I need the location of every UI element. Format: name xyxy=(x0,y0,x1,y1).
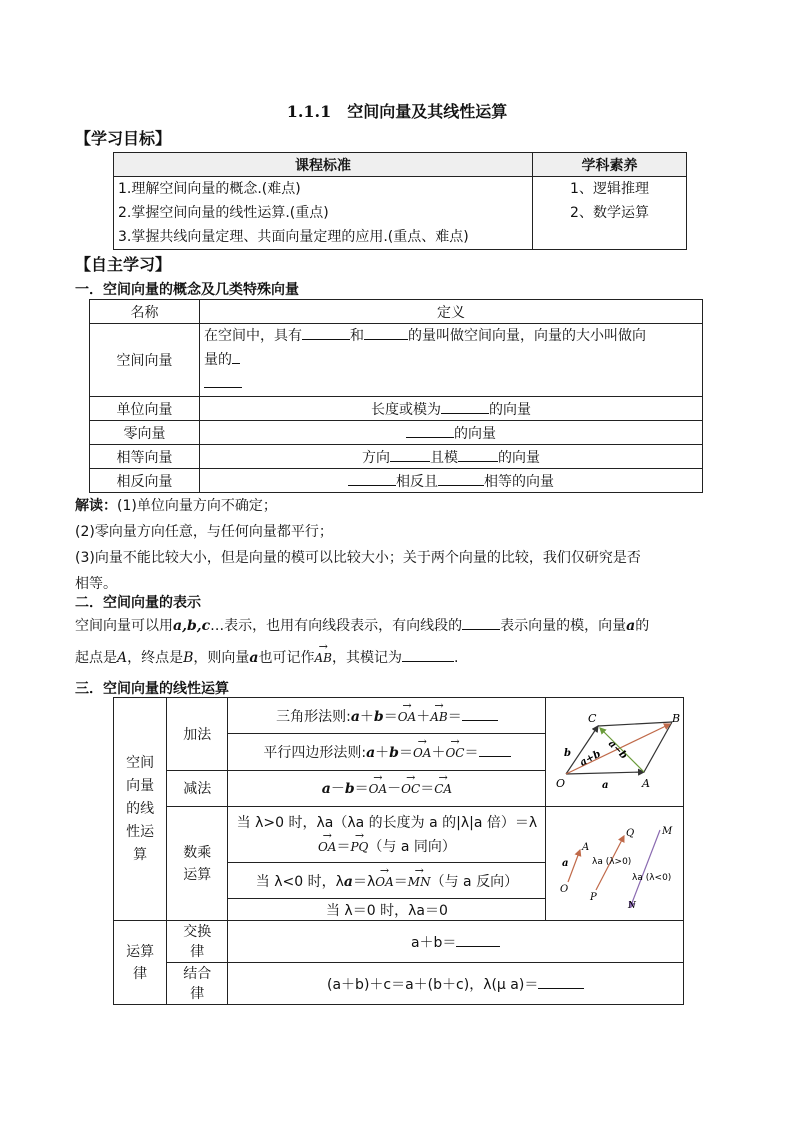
svg-text:A: A xyxy=(582,841,590,853)
literacy-item: 1、逻辑推理 xyxy=(570,181,649,197)
svg-text:b: b xyxy=(564,748,572,759)
heading-concepts: 一．空间向量的概念及几类特殊向量 xyxy=(75,282,299,298)
svg-text:A: A xyxy=(642,777,651,790)
goals-header-standard: 课程标准 xyxy=(114,153,533,177)
svg-text:P: P xyxy=(590,891,598,903)
svg-text:O: O xyxy=(560,883,569,895)
notes-block: 解读：(1)单位向量方向不确定； (2)零向量方向任意，与任何向量都平行； (3)向量不能比较大小，但是向量的模可以比较大小；关于两个向量的比较，我们仅研究是否 相等。 xyxy=(75,493,725,597)
parallelogram-diagram xyxy=(546,698,682,806)
concept-table xyxy=(89,299,703,493)
linear-ops-table xyxy=(113,697,684,1005)
concept-definition: 相反且 相等的向量 xyxy=(200,469,703,493)
concept-definition: 方向 且模 的向量 xyxy=(200,445,703,469)
svg-text:a+b: a+b xyxy=(578,748,604,769)
ops-triangle-rule: 三角形法则:a＋b＝→ OA＋→ AB＝ xyxy=(228,698,546,734)
literacy-items xyxy=(533,177,687,250)
svg-text:M: M xyxy=(662,825,673,837)
ops-subtraction: a－b＝→ OA－→ OC＝→ CA xyxy=(228,770,546,806)
svg-text:a: a xyxy=(602,780,609,791)
figure-scalar-multiplication xyxy=(546,807,684,921)
heading-linear-ops: 三．空间向量的线性运算 xyxy=(75,681,229,697)
svg-text:B: B xyxy=(672,712,681,725)
note-item: 相等。 xyxy=(75,576,117,592)
ops-commutative-label: 交换律 xyxy=(167,921,228,963)
scalar-diagram xyxy=(546,820,682,908)
concept-header-definition: 定义 xyxy=(200,300,703,324)
vector-a xyxy=(566,772,644,774)
notes-label: 解读： xyxy=(75,498,117,514)
svg-text:O: O xyxy=(556,777,566,790)
concept-name: 空间向量 xyxy=(90,324,200,397)
ops-mul-negative: 当 λ<0 时，λa＝λ→ OA＝→ MN（与 a 反向） xyxy=(228,863,546,899)
goals-header-literacy: 学科素养 xyxy=(533,153,687,177)
goal-item: 2.掌握空间向量的线性运算.(重点) xyxy=(118,205,329,221)
ops-associative-law: (a＋b)＋c＝a＋(b＋c)，λ(μ a)＝ xyxy=(228,963,684,1005)
concept-definition: 的向量 xyxy=(200,421,703,445)
concept-name: 相反向量 xyxy=(90,469,200,493)
literacy-item: 2、数学运算 xyxy=(570,205,649,221)
ops-laws-label: 运算律 xyxy=(114,921,167,1005)
concept-name: 零向量 xyxy=(90,421,200,445)
section-learning-goals: 【学习目标】 xyxy=(75,129,172,148)
ops-associative-label: 结合律 xyxy=(167,963,228,1005)
concept-definition: 长度或模为 的向量 xyxy=(200,397,703,421)
ops-parallelogram-rule: 平行四边形法则:a＋b＝→ OA＋→ OC＝ xyxy=(228,734,546,770)
ops-add-label: 加法 xyxy=(167,698,228,771)
concept-name: 相等向量 xyxy=(90,445,200,469)
concept-definition: 在空间中，具有 和 的量叫做空间向量，向量的大小叫做向 量的 xyxy=(200,324,703,397)
goal-item: 3.掌握共线向量定理、共面向量定理的应用.(重点、难点) xyxy=(118,229,469,245)
heading-representation: 二．空间向量的表示 xyxy=(75,595,201,611)
goals-items xyxy=(114,177,533,250)
svg-text:λa (λ<0): λa (λ<0) xyxy=(632,872,672,883)
page-title: 1.1.1 空间向量及其线性运算 xyxy=(286,102,508,121)
figure-parallelogram xyxy=(546,698,684,807)
svg-text:λa (λ>0): λa (λ>0) xyxy=(592,856,632,867)
vector-AB: → AB xyxy=(315,642,332,674)
vector-OA xyxy=(568,850,580,882)
svg-text:a: a xyxy=(562,857,569,869)
svg-text:C: C xyxy=(588,712,597,725)
ops-group-label: 空间向量的线性运算 xyxy=(114,698,167,921)
representation-block: 空间向量可以用a,b,c…表示，也用有向线段表示，有向线段的 表示向量的模，向量a的 起点是A，终点是B，则向量a也可记作→ AB，其模记为 . xyxy=(75,610,725,674)
concept-name: 单位向量 xyxy=(90,397,200,421)
goal-item: 1.理解空间向量的概念.(难点) xyxy=(118,181,301,197)
note-item: (2)零向量方向任意，与任何向量都平行； xyxy=(75,524,333,540)
goals-table xyxy=(113,152,687,250)
concept-header-name: 名称 xyxy=(90,300,200,324)
ops-mul-label: 数乘运算 xyxy=(167,807,228,921)
vector-MN xyxy=(630,830,660,908)
svg-text:Q: Q xyxy=(626,827,635,839)
section-self-study: 【自主学习】 xyxy=(75,255,172,274)
edge-CB xyxy=(598,722,672,726)
ops-mul-zero: 当 λ＝0 时，λa＝0 xyxy=(228,899,546,921)
note-item: (3)向量不能比较大小，但是向量的模可以比较大小；关于两个向量的比较，我们仅研究是否 xyxy=(75,550,641,566)
ops-sub-label: 减法 xyxy=(167,770,228,806)
svg-text:a−b: a−b xyxy=(606,738,630,762)
svg-text:N: N xyxy=(628,900,637,908)
ops-mul-positive: 当 λ>0 时，λa（λa 的长度为 a 的|λ|a 倍）＝λ → OA＝→ PQ（与 a 同向） xyxy=(228,807,546,863)
ops-commutative-law: a＋b＝ xyxy=(228,921,684,963)
